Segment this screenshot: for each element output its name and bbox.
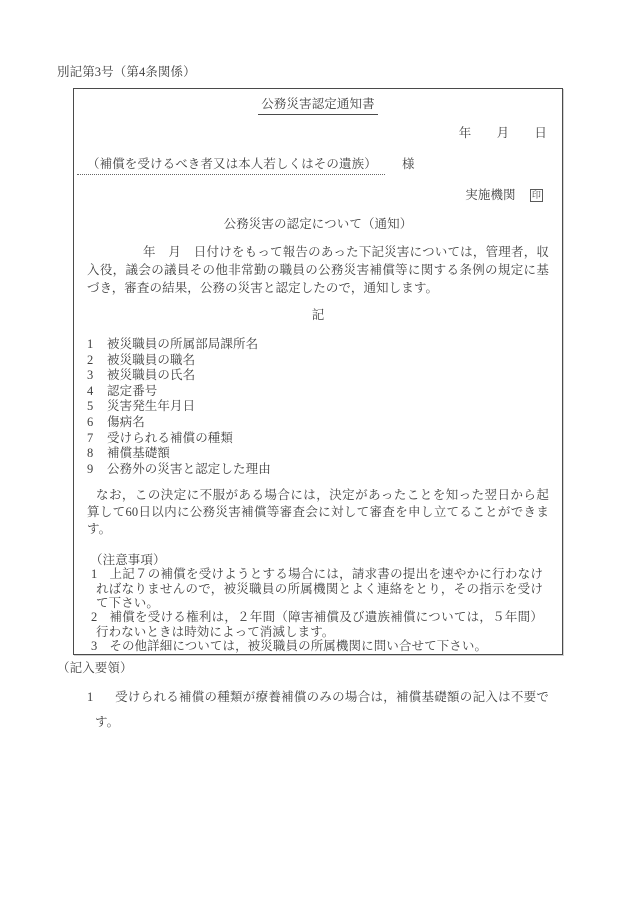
notice-form-box [73,88,563,655]
item-number: 3 [87,368,94,383]
recipient-honorific: 様 [402,157,415,171]
caution-item [91,567,543,610]
caution-number: 3 [91,638,98,653]
item-text: 被災職員の氏名 [107,368,196,383]
item-number: 9 [87,461,94,476]
item-number: 7 [87,430,94,445]
issuer-line [87,188,549,202]
issuer-label: 実施機関 [465,188,516,202]
form-title-text: 公務災害認定通知書 [258,97,377,115]
guide-text: 受けられる補償の種類が療養補償のみの場合は，補償基礎額の記入は不要です。 [95,690,549,729]
item-number: 1 [87,337,94,351]
item-text: 受けられる補償の種類 [107,430,234,445]
entry-guide-item [57,685,549,735]
date-line: 年 月 日 [458,126,547,140]
item-text: 被災職員の所属部局課所名 [107,337,259,351]
entry-guide-section [57,661,549,735]
enumerated-items [87,337,549,477]
item-text: 被災職員の職名 [107,352,196,367]
form-title [87,97,549,111]
caution-item [91,610,543,639]
caution-number: 1 [91,567,98,582]
item-number: 4 [87,383,94,398]
caution-text: 上記７の補償を受けようとする場合には，請求書の提出を速やかに行わなければなりませんので，被災職員の所属機関とよく連絡をとり，その指示を受けて下さい。 [96,567,543,610]
list-heading: 記 [311,308,325,322]
list-item [87,462,549,478]
caution-number: 2 [91,610,98,625]
list-item [87,337,549,353]
guide-number: 1 [87,690,94,704]
list-item [87,431,549,447]
list-item [87,353,549,369]
item-text: 認定番号 [107,383,158,398]
caution-text: その他詳細については，被災職員の所属機関に問い合せて下さい。 [109,638,488,653]
list-item [87,446,549,462]
item-number: 5 [87,399,94,414]
cautions-heading: （注意事項） [90,553,166,568]
item-text: 災害発生年月日 [107,399,196,414]
item-text: 傷病名 [107,414,145,429]
appeal-note: なお，この決定に不服がある場合には，決定があったことを知った翌日から起算して60日以内に公務災害補償等審査会に対して審査を申し立てることができます。 [87,488,549,537]
item-number: 2 [87,352,94,367]
caution-item [91,639,543,653]
list-item [87,368,549,384]
caution-text: 補償を受ける権利は，２年間（障害補償及び遺族補償については，５年間）行わないときは時効によって消滅します。 [96,610,543,639]
list-item [87,384,549,400]
seal-mark-icon: 印 [531,190,541,200]
recipient-line [87,157,549,171]
form-reference-note: 別記第3号（第4条関係） [57,65,196,79]
item-text: 公務外の災害と認定した理由 [107,461,271,476]
item-text: 補償基礎額 [107,446,171,461]
body-paragraph: 年 月 日付けをもって報告のあった下記災害については，管理者，収入役，議会の議員その他非常勤の職員の公務災害補償等に関する条例の規定に基づき，審査の結果，公務の災害と認定したので，通知します。 [87,245,549,295]
subject-line: 公務災害の認定について（通知） [223,217,413,231]
item-number: 6 [87,414,94,429]
list-item [87,415,549,431]
list-item [87,399,549,415]
entry-guide-heading: （記入要領） [57,661,133,675]
recipient-fill-in: （補償を受けるべき者又は本人若しくはその遺族） [77,157,385,175]
item-number: 8 [87,446,94,461]
